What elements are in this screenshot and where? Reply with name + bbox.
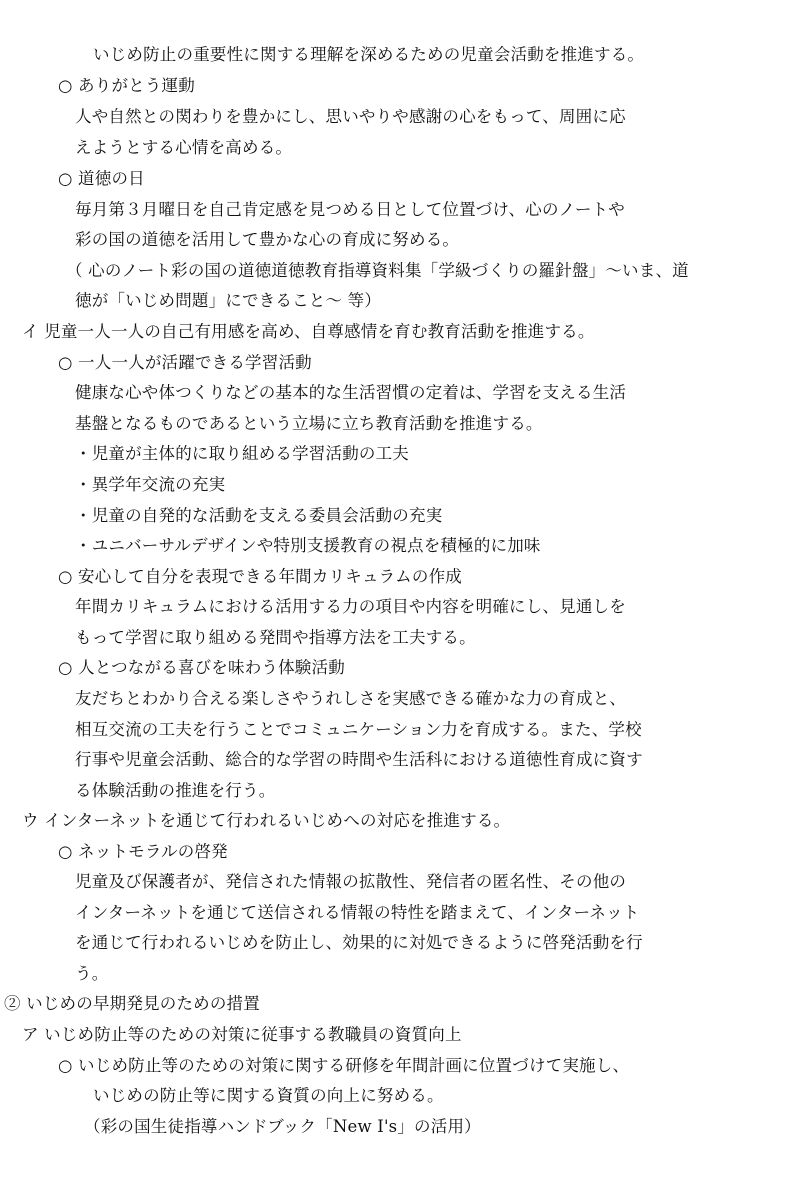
text-line: 児童及び保護者が、発信された情報の拡散性、発信者の匿名性、その他の bbox=[75, 872, 627, 891]
section-heading-2: ② いじめの早期発見のための措置 bbox=[4, 994, 260, 1013]
text-line: 健康な心や体つくりなどの基本的な生活習慣の定着は、学習を支える生活 bbox=[75, 383, 627, 402]
text-line: 彩の国の道徳を活用して豊かな心の育成に努める。 bbox=[75, 230, 460, 249]
bullet-item: ・児童の自発的な活動を支える委員会活動の充実 bbox=[75, 506, 443, 525]
text-line: 友だちとわかり合える楽しさやうれしさを実感できる確かな力の育成と、 bbox=[75, 689, 627, 708]
text-line: 徳が「いじめ問題」にできること〜 等） bbox=[75, 291, 382, 310]
text-line: （ 心のノート彩の国の道徳道徳教育指導資料集「学級づくりの羅針盤」〜いま、道 bbox=[66, 261, 689, 280]
heading-net-moral: ○ ネットモラルの啓発 bbox=[58, 842, 228, 861]
text-line: 毎月第３月曜日を自己肯定感を見つめる日として位置づけ、心のノートや bbox=[75, 200, 625, 219]
section-heading-u: ウ インターネットを通じて行われるいじめへの対応を推進する。 bbox=[22, 811, 511, 830]
section-heading-a: ア いじめ防止等のための対策に従事する教職員の資質向上 bbox=[22, 1025, 462, 1044]
heading-curriculum: ○ 安心して自分を表現できる年間カリキュラムの作成 bbox=[58, 567, 462, 586]
text-line: いじめの防止等に関する資質の向上に努める。 bbox=[93, 1086, 444, 1105]
section-heading-i: イ 児童一人一人の自己有用感を高め、自尊感情を育む教育活動を推進する。 bbox=[22, 322, 595, 341]
heading-arigatou-undou: ○ ありがとう運動 bbox=[58, 76, 195, 95]
text-line: う。 bbox=[75, 964, 109, 983]
text-line: 行事や児童会活動、総合的な学習の時間や生活科における道徳性育成に資す bbox=[75, 750, 643, 769]
text-line: えようとする心情を高める。 bbox=[75, 138, 293, 157]
text-line: もって学習に取り組める発問や指導方法を工夫する。 bbox=[75, 628, 476, 647]
text-line: 相互交流の工夫を行うことでコミュニケーション力を育成する。また、学校 bbox=[75, 720, 642, 739]
bullet-item: ・ユニバーサルデザインや特別支援教育の視点を積極的に加味 bbox=[75, 536, 541, 555]
text-line: （彩の国生徒指導ハンドブック「New I's」の活用） bbox=[84, 1117, 481, 1136]
heading-taiken-katsudou: ○ 人とつながる喜びを味わう体験活動 bbox=[58, 658, 345, 677]
text-line: インターネットを通じて送信される情報の特性を踏まえて、インターネット bbox=[75, 903, 640, 922]
heading-katsuyaku-gakushu: ○ 一人一人が活躍できる学習活動 bbox=[58, 353, 312, 372]
bullet-item: ・異学年交流の充実 bbox=[75, 475, 226, 494]
text-line: いじめ防止の重要性に関する理解を深めるための児童会活動を推進する。 bbox=[93, 45, 645, 64]
text-line: 年間カリキュラムにおける活用する力の項目や内容を明確にし、見通しを bbox=[75, 597, 626, 616]
bullet-item: ・児童が主体的に取り組める学習活動の工夫 bbox=[75, 444, 409, 463]
heading-doutoku-no-hi: ○ 道徳の日 bbox=[58, 169, 145, 188]
text-line: る体験活動の推進を行う。 bbox=[75, 781, 276, 800]
text-line: ○ いじめ防止等のための対策に関する研修を年間計画に位置づけて実施し、 bbox=[58, 1056, 630, 1075]
text-line: 基盤となるものであるという立場に立ち教育活動を推進する。 bbox=[75, 414, 543, 433]
text-line: 人や自然との関わりを豊かにし、思いやりや感謝の心をもって、周囲に応 bbox=[75, 107, 626, 126]
text-line: を通じて行われるいじめを防止し、効果的に対処できるように啓発活動を行 bbox=[75, 933, 643, 952]
